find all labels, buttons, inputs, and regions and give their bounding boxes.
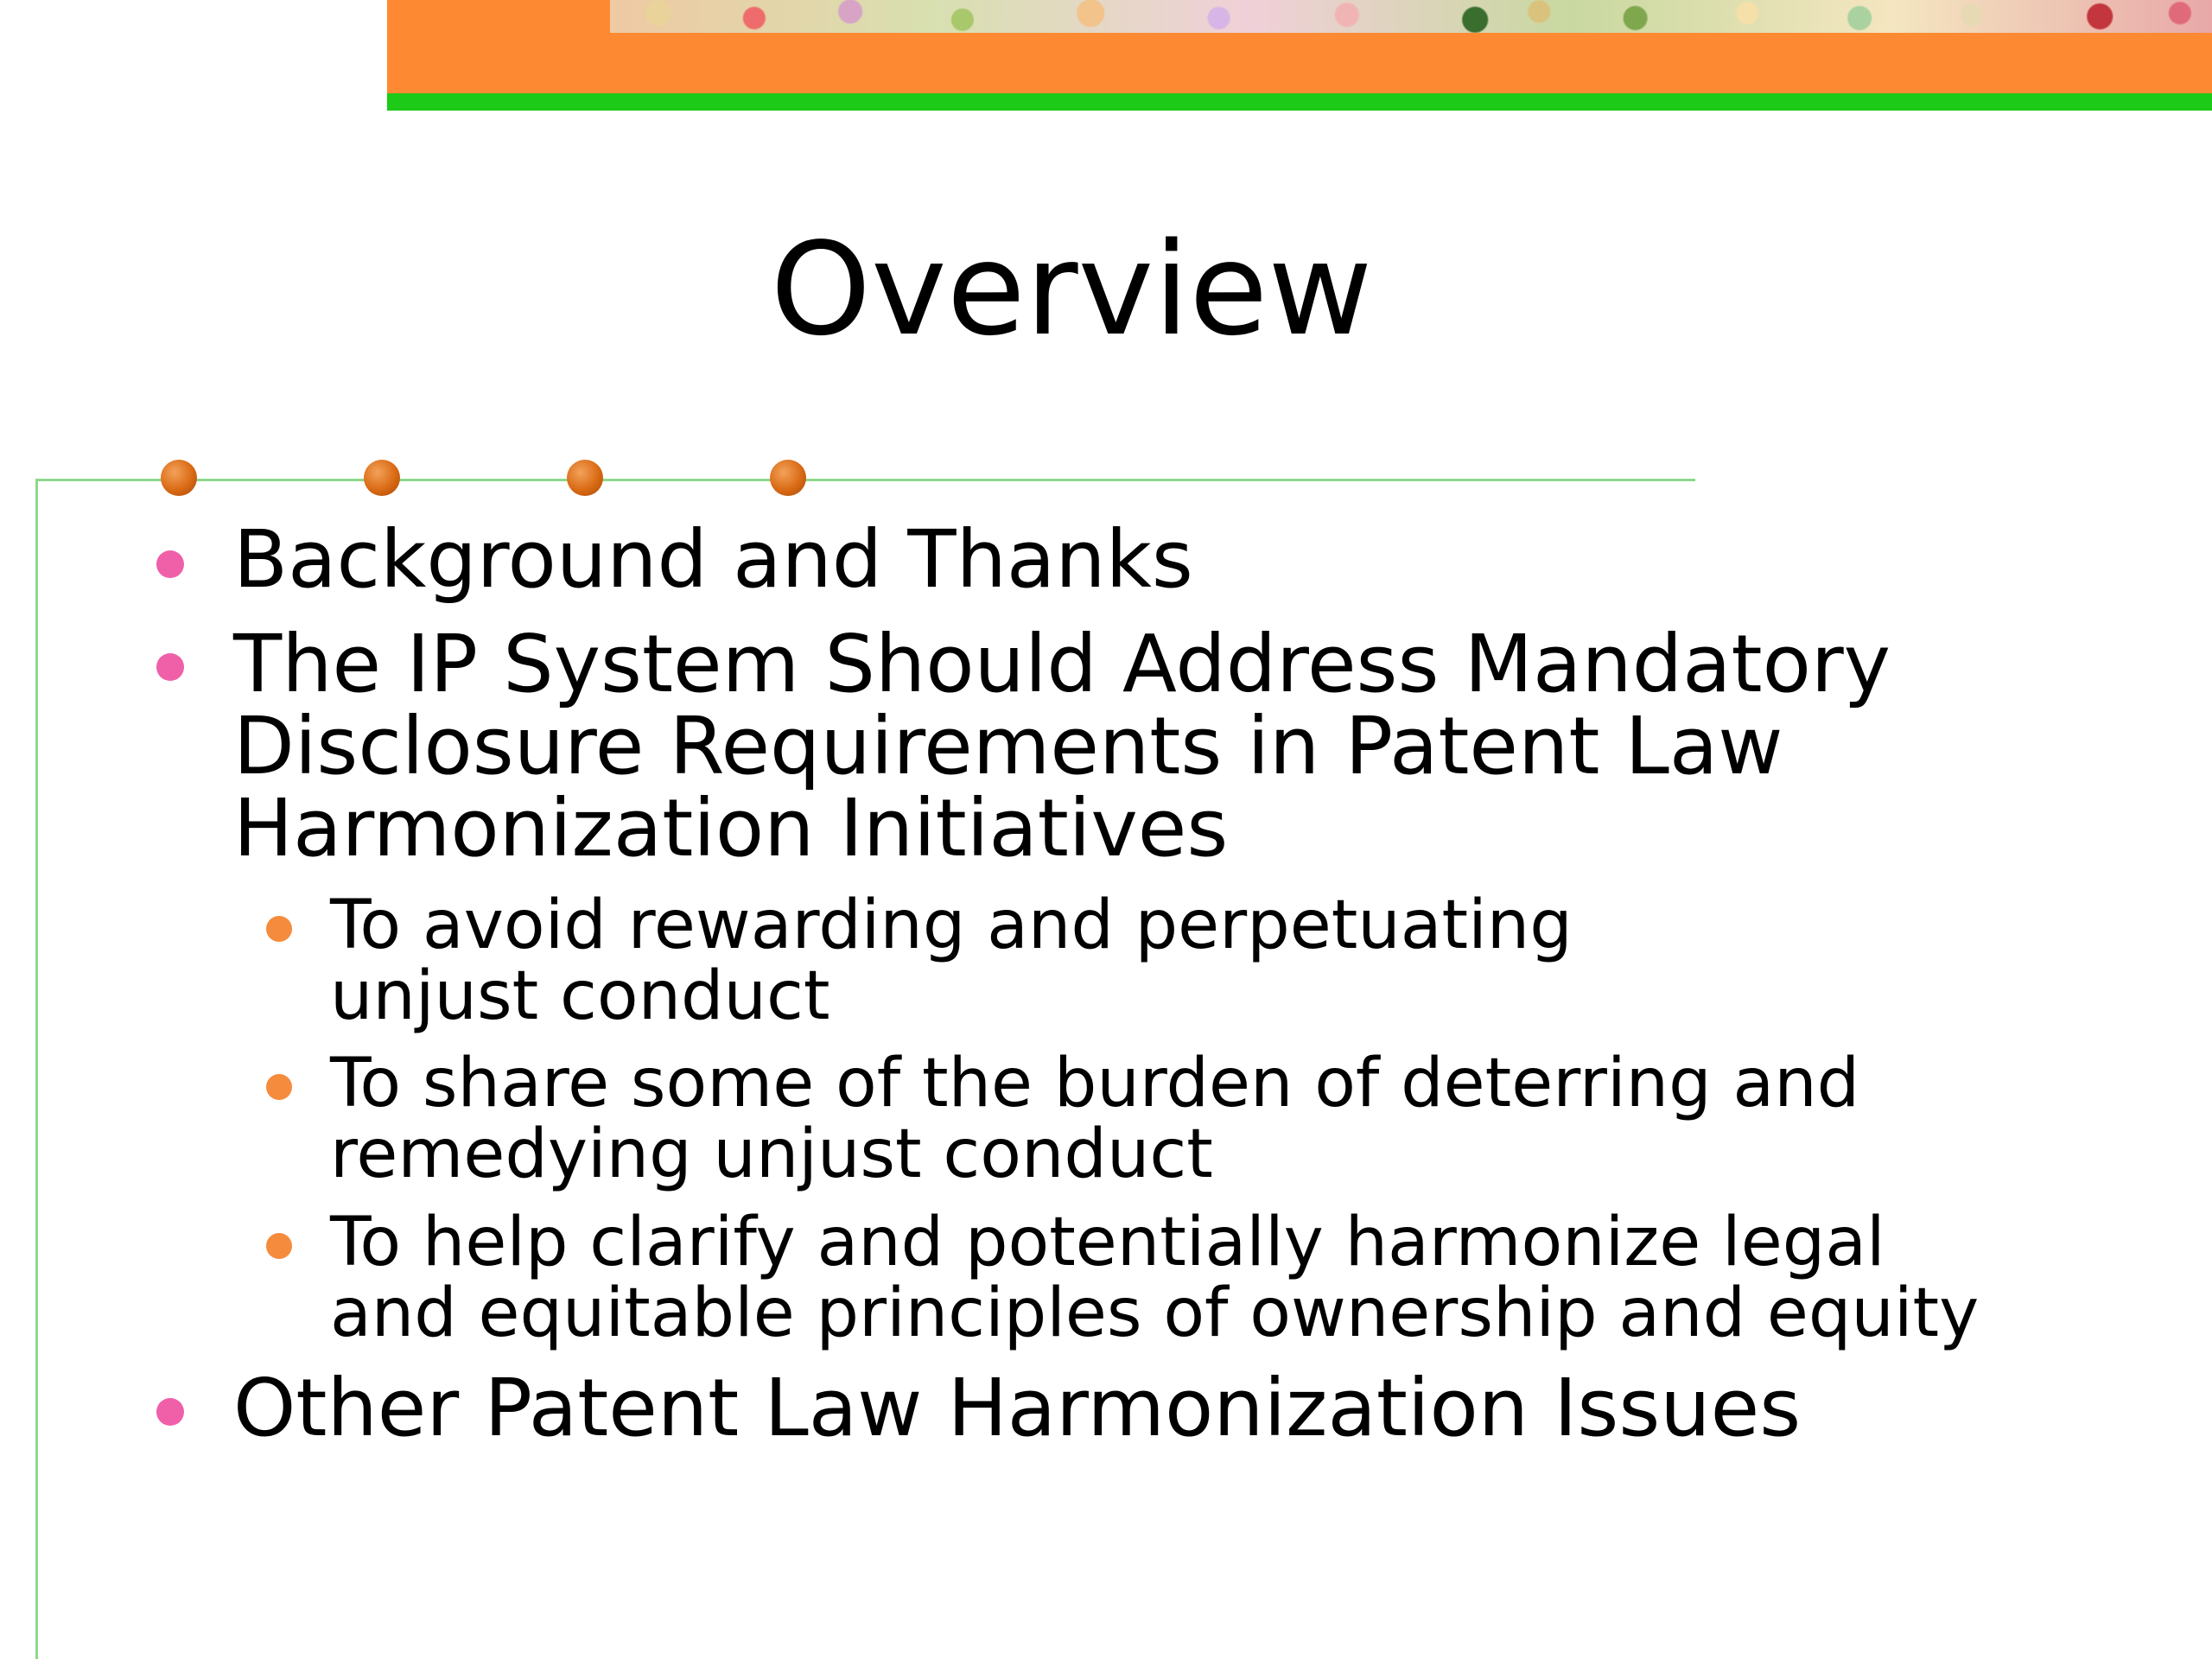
horizontal-rule (35, 479, 1695, 481)
header-green-stripe (387, 93, 2212, 111)
sub-bullet-item-clarify: To help clarify and potentially harmonize legal and equitable principles of ownership and equity (330, 1204, 1980, 1352)
bullet-item-background: Background and Thanks (233, 513, 1193, 606)
slide-title: Overview (770, 215, 1373, 364)
vertical-rule (35, 479, 38, 1659)
header-floral-image (610, 0, 2212, 33)
bullet-icon (156, 550, 184, 578)
decorative-dot (770, 460, 806, 496)
bullet-icon (156, 1398, 184, 1426)
bullet-icon (156, 653, 184, 681)
decorative-dot (364, 460, 400, 496)
sub-bullet-icon (266, 916, 292, 942)
decorative-dot (567, 460, 603, 496)
sub-bullet-item-avoid: To avoid rewarding and perpetuating unjust conduct (330, 887, 1573, 1035)
sub-bullet-icon (266, 1233, 292, 1259)
sub-bullet-item-share: To share some of the burden of deterring and remedying unjust conduct (330, 1045, 1860, 1193)
sub-bullet-icon (266, 1074, 292, 1100)
bullet-item-ip-system: The IP System Should Address Mandatory Disclosure Requirements in Patent Law Harmonization Initiatives (233, 618, 1891, 874)
decorative-dot (161, 460, 197, 496)
bullet-item-other-issues: Other Patent Law Harmonization Issues (233, 1362, 1802, 1454)
